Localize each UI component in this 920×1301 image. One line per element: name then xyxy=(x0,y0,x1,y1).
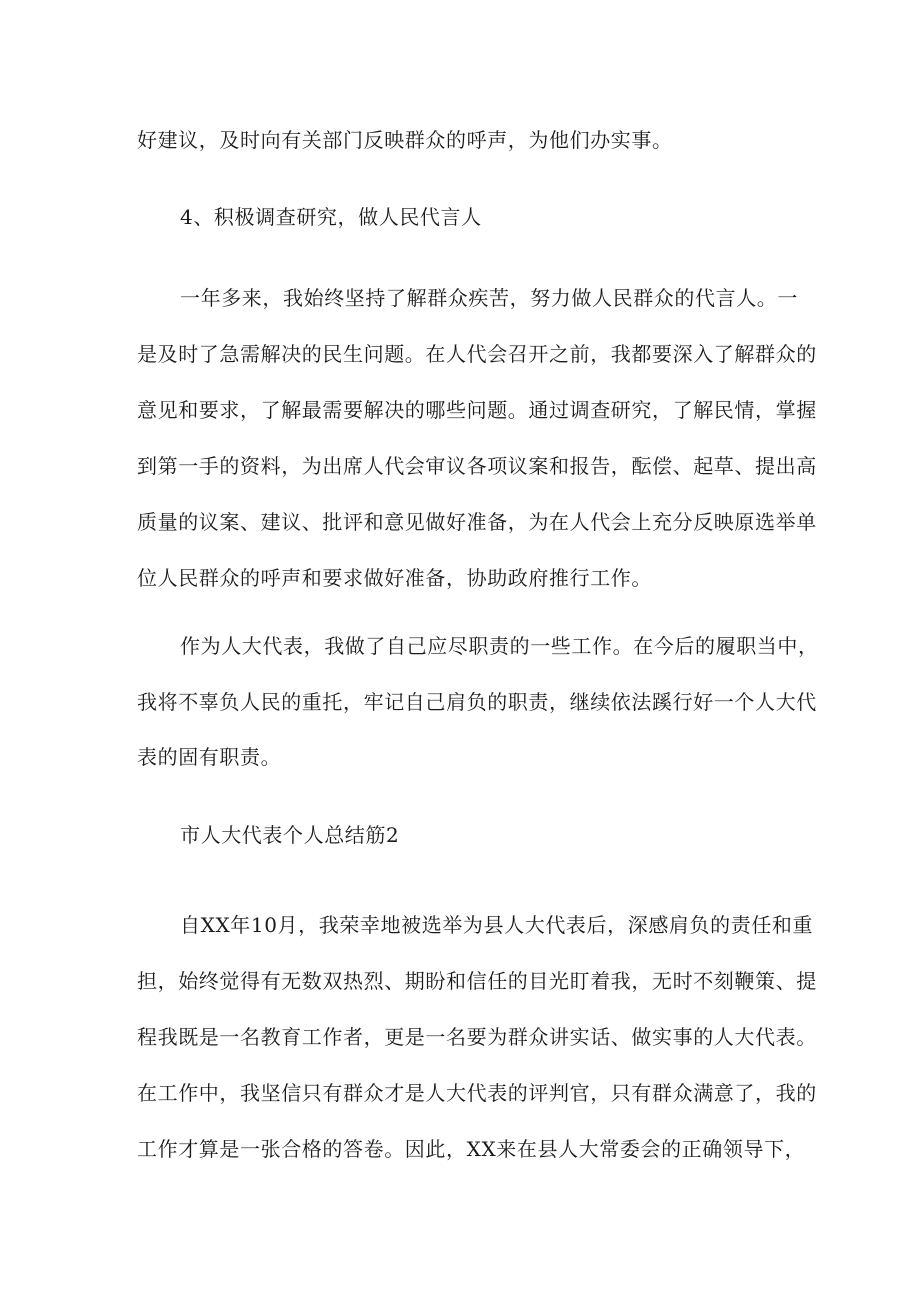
paragraph-line: 到第一手的资料，为出席人代会审议各项议案和报告，酝偿、起草、提出高 xyxy=(137,454,817,478)
paragraph-line: 好建议，及时向有关部门反映群众的呼声，为他们办实事。 xyxy=(137,128,673,152)
paragraph-line: 一年多来，我始终坚持了解群众疾苦，努力做人民群众的代言人。一 xyxy=(180,286,798,310)
paragraph-line: 担，始终觉得有无数双热烈、期盼和信任的目光盯着我，无时不刻鞭策、提 xyxy=(137,969,817,993)
paragraph-line: 工作才算是一张合格的答卷。因此，XX来在县人大常委会的正确领导下， xyxy=(137,1137,806,1161)
paragraph-line: 质量的议案、建议、批评和意见做好准备，为在人代会上充分反映原选举单 xyxy=(137,510,817,534)
paragraph-line: 作为人大代表，我做了自己应尽职责的一些工作。在今后的履职当中， xyxy=(180,634,819,658)
paragraph-line: 位人民群众的呼声和要求做好准备，协助政府推行工作。 xyxy=(137,566,652,590)
paragraph-line: 自XX年10月，我荣幸地被选举为县人大代表后，深感肩负的责任和重 xyxy=(180,913,814,937)
paragraph-line: 在工作中，我坚信只有群众才是人大代表的评判官，只有群众满意了，我的 xyxy=(137,1081,817,1105)
section-heading: 4、积极调查研究，做人民代言人 xyxy=(180,205,482,229)
paragraph-line: 表的固有职责。 xyxy=(137,745,282,769)
paragraph-line: 程我既是一名教育工作者，更是一名要为群众讲实话、做实事的人大代表。 xyxy=(137,1025,817,1049)
paragraph-line: 是及时了急需解决的民生问题。在人代会召开之前，我都要深入了解群众的 xyxy=(137,342,817,366)
paragraph-line: 我将不辜负人民的重托，牢记自己肩负的职责，继续依法蹊行好一个人大代 xyxy=(137,690,817,714)
paragraph-line: 意见和要求，了解最需要解决的哪些问题。通过调查研究，了解民情，掌握 xyxy=(137,398,817,422)
section-title: 市人大代表个人总结筋2 xyxy=(180,823,400,847)
